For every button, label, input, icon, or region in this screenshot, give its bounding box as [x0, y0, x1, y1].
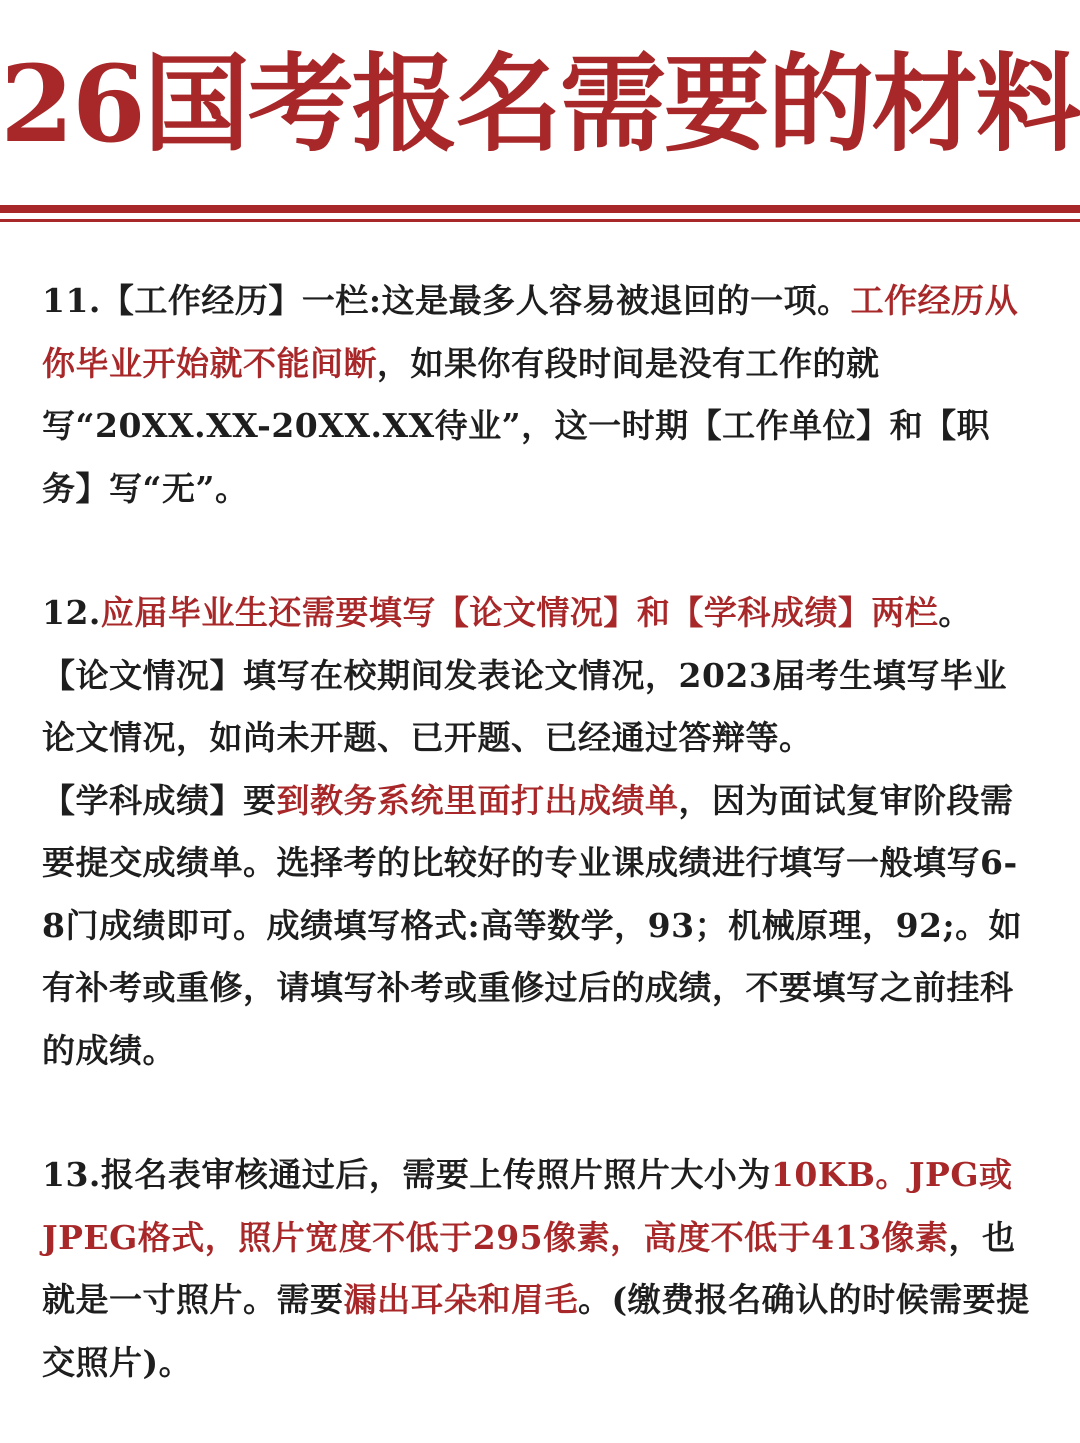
highlighted-text: 到教务系统里面打出成绩单: [276, 780, 679, 820]
paragraph: [42, 1144, 1040, 1394]
highlighted-text: 工作经历从你毕业开始就不能间断: [42, 281, 1019, 383]
body-text: 【论文情况】填写在校期间发表论文情况，2023届考生填写毕业论文情况，如尚未开题、已开题、已经通过答辩等。: [42, 655, 1007, 757]
body-text: 【学科成绩】要: [42, 780, 277, 820]
body-text: ，也就是一寸照片。需要: [42, 1217, 1016, 1319]
page-title: 26国考报名需要的材料: [0, 41, 1080, 166]
paragraph: [42, 270, 1040, 520]
section-gap: [42, 520, 1040, 582]
article-body: [42, 270, 1040, 1394]
section-gap: [42, 1082, 1040, 1144]
paragraph: [42, 582, 1040, 645]
title-divider-thick: [0, 205, 1080, 213]
body-text: 12.: [42, 593, 101, 632]
paragraph: [42, 770, 1040, 1083]
body-text: 。: [938, 593, 972, 632]
body-text: ，如果你有段时间是没有工作的就写“20XX.XX-20XX.XX待业”，这一时期【工作单位】和【职务】写“无”。: [42, 343, 991, 508]
highlighted-text: 应届毕业生还需要填写【论文情况】和【学科成绩】两栏: [100, 593, 939, 632]
body-text: 13.报名表审核通过后，需要上传照片照片大小为: [42, 1155, 771, 1194]
body-text: ，因为面试复审阶段需要提交成绩单。选择考的比较好的专业课成绩进行填写一般填写6-8门成绩即可。成绩填写格式:高等数学，93；机械原理，92;。如有补考或重修，请填写补考或重修过后的成绩，不要填写之前挂科的成绩。: [42, 780, 1023, 1070]
body-text: 11.【工作经历】一栏:这是最多人容易被退回的一项。: [42, 281, 851, 320]
highlighted-text: 漏出耳朵和眉毛: [343, 1280, 578, 1319]
section-11: [42, 270, 1040, 520]
body-text: 。(缴费报名确认的时候需要提交照片)。: [42, 1280, 1030, 1382]
section-13: [42, 1144, 1040, 1394]
paragraph: [42, 645, 1040, 770]
section-12: [42, 582, 1040, 1082]
highlighted-text: 10KB。JPG或JPEG格式，照片宽度不低于295像素，高度不低于413像素: [42, 1155, 1013, 1257]
title-divider-thin: [0, 219, 1080, 222]
